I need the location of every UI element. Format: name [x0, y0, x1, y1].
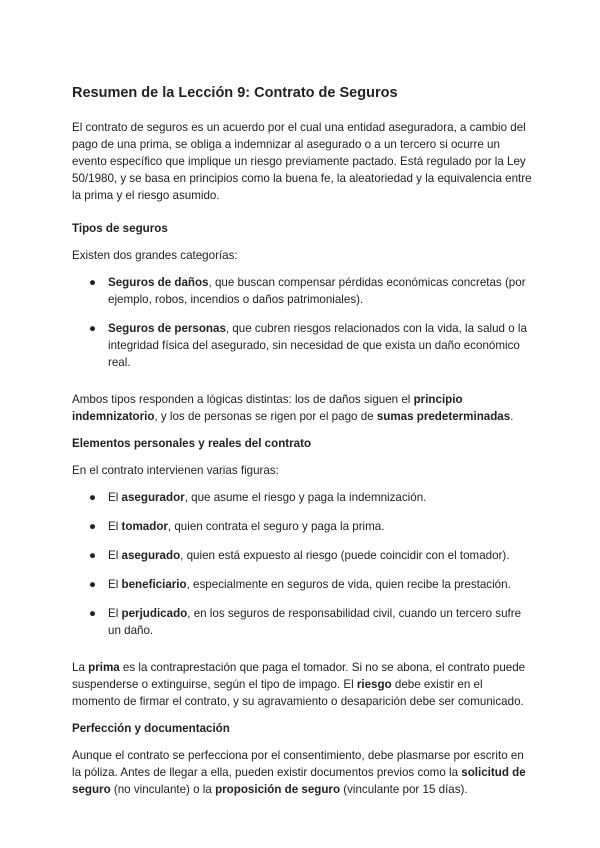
bullet-icon: ● [89, 276, 97, 289]
term: perjudicado [121, 607, 188, 620]
text: . [510, 410, 514, 423]
list-item [72, 320, 532, 371]
item-text: , quien contrata el seguro y paga la prima. [167, 520, 385, 533]
list-item [72, 547, 532, 564]
section-heading-elementos: Elementos personales y reales del contrato [72, 437, 312, 450]
item-text: , especialmente en seguros de vida, quien recibe la prestación. [186, 578, 511, 591]
text: El [108, 578, 122, 591]
text: El [108, 520, 122, 533]
list-item [72, 605, 532, 639]
list-item [72, 489, 532, 506]
text: Ambos tipos responden a lógicas distintas: los de daños siguen el [72, 393, 414, 406]
intro-paragraph: El contrato de seguros es un acuerdo por el cual una entidad aseguradora, a cambio del pago de una prima, se obliga a indemnizar al asegurado o a un tercero si ocurre un evento específico que implique un riesgo previamente pactado. Está regulado por la Ley 50/1980, y se basa en principios como la buena fe, la aleatoriedad y la equivalencia entre la prima y el riesgo asumido. [72, 121, 532, 202]
section-heading-perfeccion: Perfección y documentación [72, 722, 230, 735]
term: principio indemnizatorio [72, 393, 463, 423]
elementos-summary [72, 659, 532, 710]
text: (no vinculante) o la [110, 783, 216, 796]
term: asegurador [121, 491, 185, 504]
text: El [108, 607, 122, 620]
text: El [108, 549, 122, 562]
elementos-lead: En el contrato intervienen varias figuras: [72, 464, 279, 477]
list-item [72, 518, 532, 535]
tipos-summary [72, 391, 532, 425]
bullet-icon: ● [89, 520, 97, 533]
section-heading-tipos: Tipos de seguros [72, 222, 168, 235]
term: tomador [121, 520, 168, 533]
item-text: , que buscan compensar pérdidas económicas concretas (por ejemplo, robos, incendios o daños patrimoniales). [108, 276, 526, 306]
perfeccion-paragraph [72, 747, 532, 798]
term: solicitud de seguro [72, 766, 526, 796]
text: , y los de personas se rigen por el pago de [154, 410, 377, 423]
term: proposición de seguro [215, 783, 341, 796]
text: es la contraprestación que paga el tomador. Si no se abona, el contrato puede suspenderse o extinguirse, según el tipo de impago. El [72, 661, 526, 691]
text: (vinculante por 15 días). [340, 783, 468, 796]
document-content [72, 83, 532, 798]
list-item [72, 274, 532, 308]
list-item [72, 576, 532, 593]
term: prima [88, 661, 120, 674]
document-title: Resumen de la Lección 9: Contrato de Seguros [72, 85, 398, 101]
tipos-list [72, 274, 532, 371]
text: La [72, 661, 89, 674]
term: sumas predeterminadas [376, 410, 511, 423]
elementos-list [72, 489, 532, 639]
bullet-icon: ● [89, 491, 97, 504]
bullet-icon: ● [89, 607, 97, 620]
tipos-lead: Existen dos grandes categorías: [72, 249, 238, 262]
term: Seguros de daños [108, 276, 209, 289]
term: asegurado [121, 549, 181, 562]
term: beneficiario [121, 578, 187, 591]
item-text: , en los seguros de responsabilidad civil, cuando un tercero sufre un daño. [108, 607, 522, 637]
text: Aunque el contrato se perfecciona por el consentimiento, debe plasmarse por escrito en la póliza. Antes de llegar a ella, pueden existir documentos previos como la [72, 749, 524, 779]
bullet-icon: ● [89, 549, 97, 562]
text: El [108, 491, 122, 504]
term: riesgo [356, 678, 392, 691]
item-text: , que cubren riesgos relacionados con la vida, la salud o la integridad física del asegurado, sin necesidad de que exista un daño económico real. [108, 322, 527, 369]
bullet-icon: ● [89, 578, 97, 591]
item-text: , quien está expuesto al riesgo (puede coincidir con el tomador). [180, 549, 510, 562]
bullet-icon: ● [89, 322, 97, 335]
item-text: , que asume el riesgo y paga la indemnización. [184, 491, 427, 504]
term: Seguros de personas [108, 322, 226, 335]
text: debe existir en el momento de firmar el contrato, y su agravamiento o desaparición debe ser comunicado. [72, 678, 524, 708]
